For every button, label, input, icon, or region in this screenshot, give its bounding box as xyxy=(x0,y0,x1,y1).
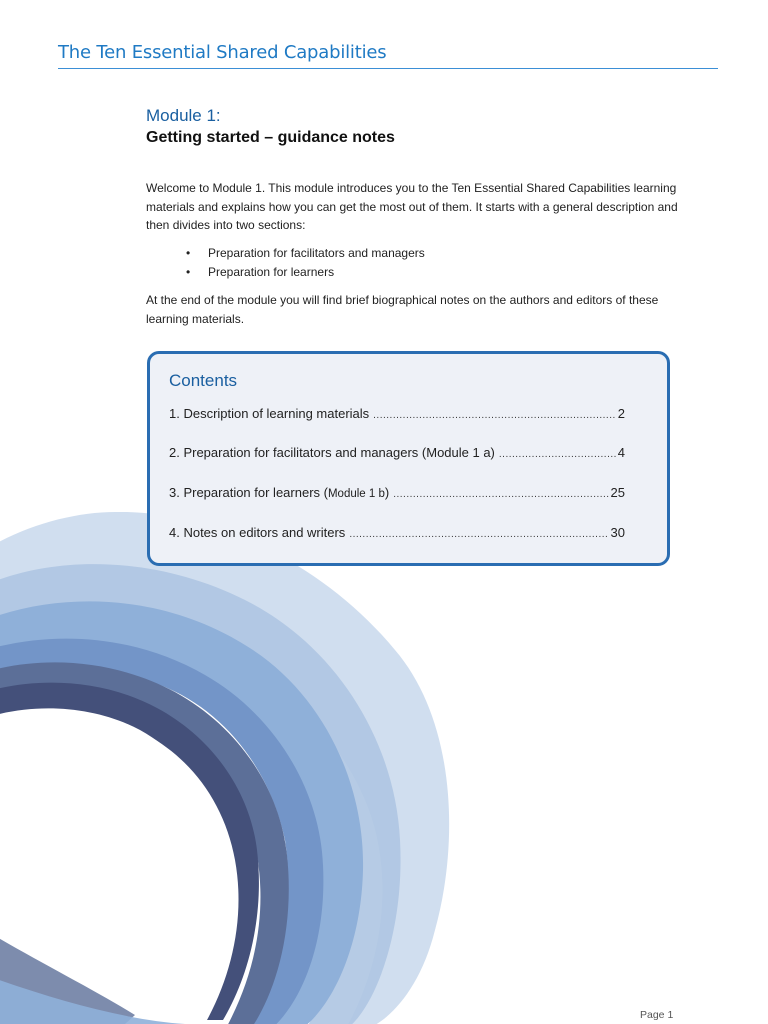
intro-paragraph: Welcome to Module 1. This module introduces you to the Ten Essential Shared Capabilities learning materials and explains how you can get the most out of them. It starts with a general description and then divides into two sections: xyxy=(146,181,678,232)
contents-heading: Contents xyxy=(169,371,238,390)
swirl-artwork xyxy=(0,500,520,1024)
list-item xyxy=(186,244,425,263)
toc-entry-notes[interactable] xyxy=(169,525,625,540)
toc-leader-dots xyxy=(373,410,616,421)
page-number: Page 1 xyxy=(640,1009,674,1021)
contents-panel xyxy=(147,351,670,566)
toc-entry-description[interactable] xyxy=(169,406,625,421)
header-divider xyxy=(58,68,718,69)
toc-leader-dots xyxy=(499,449,616,460)
toc-entry-facilitators[interactable] xyxy=(169,445,625,460)
outro-paragraph: At the end of the module you will find brief biographical notes on the authors and editors of these learning materials. xyxy=(146,293,659,326)
module-label: Module 1: xyxy=(146,106,221,125)
section-bullet-list xyxy=(186,244,425,281)
list-item-text: Preparation for facilitators and managers xyxy=(208,246,425,260)
toc-entry-learners[interactable] xyxy=(169,485,625,500)
bullet-icon: • xyxy=(186,264,191,279)
module-title: Getting started – guidance notes xyxy=(146,129,395,146)
toc-entry-page: 2 xyxy=(617,406,625,421)
toc-entry-page: 30 xyxy=(610,525,625,540)
toc-leader-dots xyxy=(349,529,608,540)
toc-leader-dots xyxy=(393,489,608,500)
toc-entry-page: 25 xyxy=(610,485,625,500)
bullet-icon: • xyxy=(186,246,191,260)
toc-entry-label xyxy=(169,485,389,500)
toc-entry-label: 2. Preparation for facilitators and managers (Module 1 a) xyxy=(169,445,495,460)
toc-entry-label-end: ) xyxy=(384,485,390,500)
toc-entry-label-main: 3. Preparation for learners ( xyxy=(169,485,328,500)
list-item xyxy=(186,263,425,282)
toc-entry-label: 4. Notes on editors and writers xyxy=(169,525,346,540)
toc-entry-label-small: Module 1 b xyxy=(327,488,385,500)
toc-entry-label: 1. Description of learning materials xyxy=(169,406,370,421)
list-item-text: Preparation for learners xyxy=(208,264,335,279)
toc-entry-page: 4 xyxy=(617,445,625,460)
document-header-title: The Ten Essential Shared Capabilities xyxy=(58,42,387,63)
